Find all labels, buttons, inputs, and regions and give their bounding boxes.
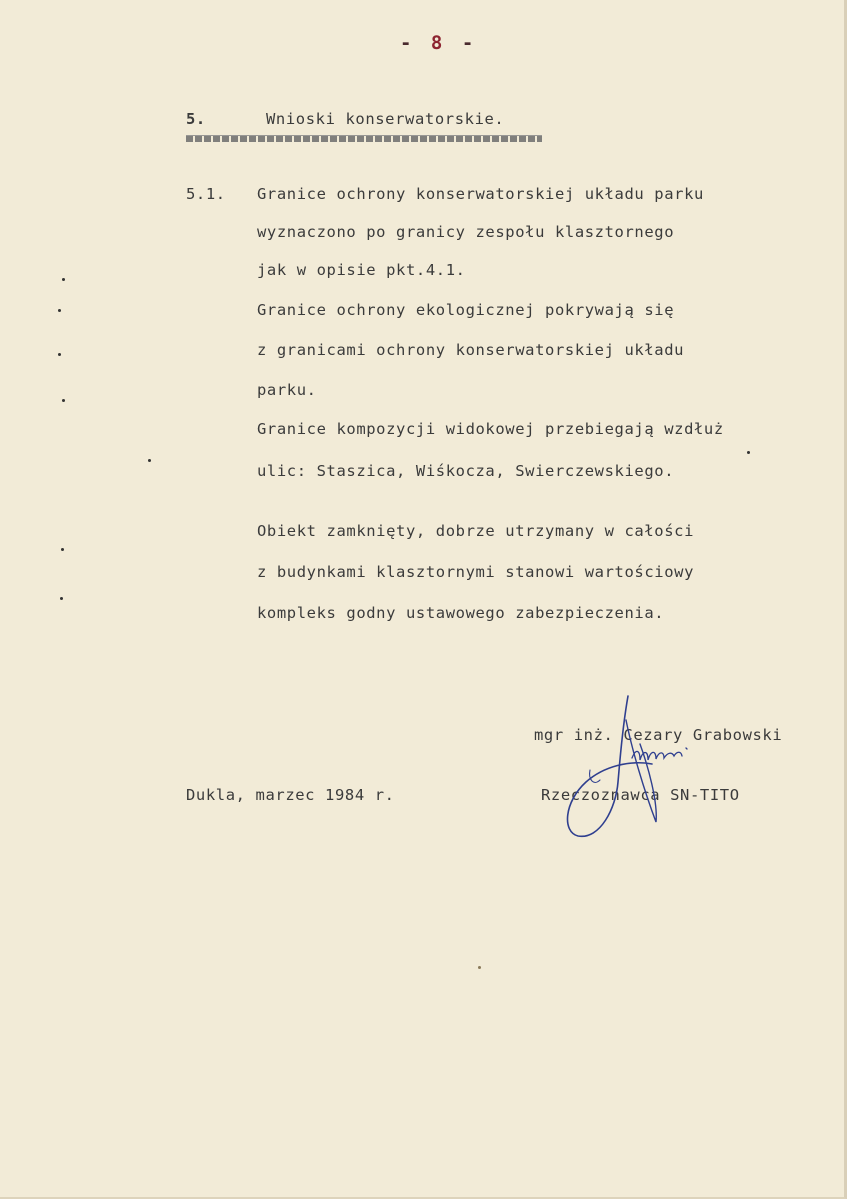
handwritten-signature	[560, 690, 740, 850]
paragraph1-line-2: wyznaczono po granicy zespołu klasztornego	[257, 223, 675, 241]
scan-speck	[61, 548, 64, 551]
scan-speck	[62, 399, 65, 402]
conclusion-line-1: Obiekt zamknięty, dobrze utrzymany w całości	[257, 522, 694, 540]
signatory-role: Rzeczoznawca SN-TITO	[541, 786, 740, 804]
scan-speck	[747, 451, 750, 454]
paragraph2-line-3: parku.	[257, 381, 317, 399]
place-and-date: Dukla, marzec 1984 r.	[186, 786, 395, 804]
conclusion-line-2: z budynkami klasztornymi stanowi wartościowy	[257, 563, 694, 581]
paragraph2-line-1: Granice ochrony ekologicznej pokrywają się	[257, 301, 675, 319]
paragraph3-line-1: Granice kompozycji widokowej przebiegają wzdłuż	[257, 420, 724, 438]
scan-speck	[60, 597, 63, 600]
paragraph2-line-2: z granicami ochrony konserwatorskiej układu	[257, 341, 685, 359]
page-number-dash-right: -	[461, 32, 478, 54]
subsection-number: 5.1.	[186, 185, 226, 203]
scan-speck	[58, 353, 61, 356]
paragraph1-line-3: jak w opisie pkt.4.1.	[257, 261, 466, 279]
paragraph3-line-2: ulic: Staszica, Wiśkocza, Swierczewskiego.	[257, 462, 675, 480]
scan-speck	[478, 966, 481, 969]
section-title: Wnioski konserwatorskie.	[266, 110, 505, 128]
section-title-underline	[186, 135, 542, 142]
page-number	[400, 32, 477, 54]
scan-speck	[62, 278, 65, 281]
conclusion-line-3: kompleks godny ustawowego zabezpieczenia.	[257, 604, 665, 622]
scan-speck	[148, 459, 151, 462]
page-number-dash-left: -	[400, 32, 416, 54]
section-number: 5.	[186, 110, 206, 128]
scan-speck	[58, 309, 61, 312]
page-number-digit: 8	[430, 32, 447, 54]
signatory-name: mgr inż. Cezary Grabowski	[534, 726, 783, 744]
paragraph1-line-1: Granice ochrony konserwatorskiej układu parku	[257, 185, 704, 203]
